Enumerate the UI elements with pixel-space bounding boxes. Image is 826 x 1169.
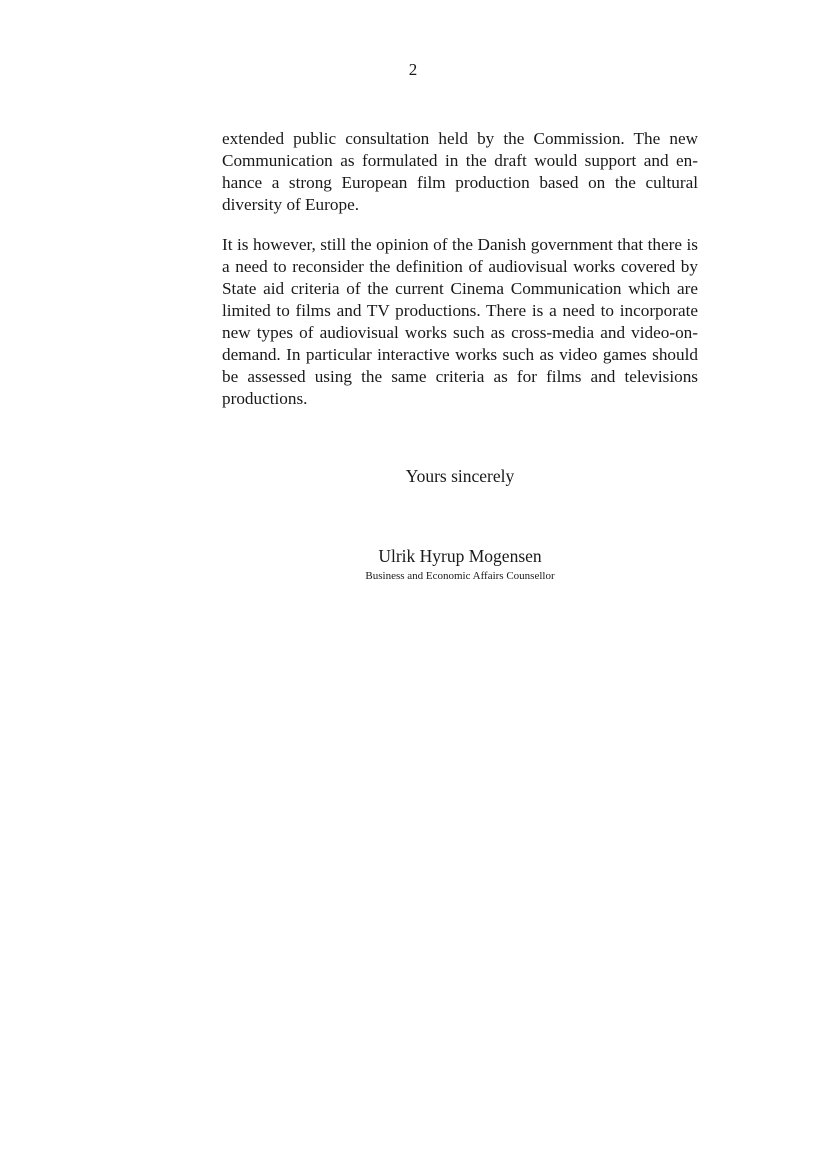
closing-salutation: Yours sincerely [405,466,515,486]
paragraph-1: extended public consultation held by the Commission. The new Communication as formulated in the draft would support and enhance a strong European film production based on the cultural diversity of Europe. [222,129,698,214]
signatory-name: Ulrik Hyrup Mogensen [378,546,542,566]
page-number: 2 [408,60,418,79]
signatory-title: Business and Economic Affairs Counsellor [365,570,555,582]
paragraph-2: It is however, still the opinion of the Danish government that there is a need to reconsider the definition of audiovisual works covered by State aid criteria of the current Cinema Communication which are limited to films and TV productions. There is a need to incorporate new types of audiovisual works such as cross-media and video-on-demand. In particular interactive works such as video games should be assessed using the same criteria as for films and televisions productions. [222,235,698,408]
